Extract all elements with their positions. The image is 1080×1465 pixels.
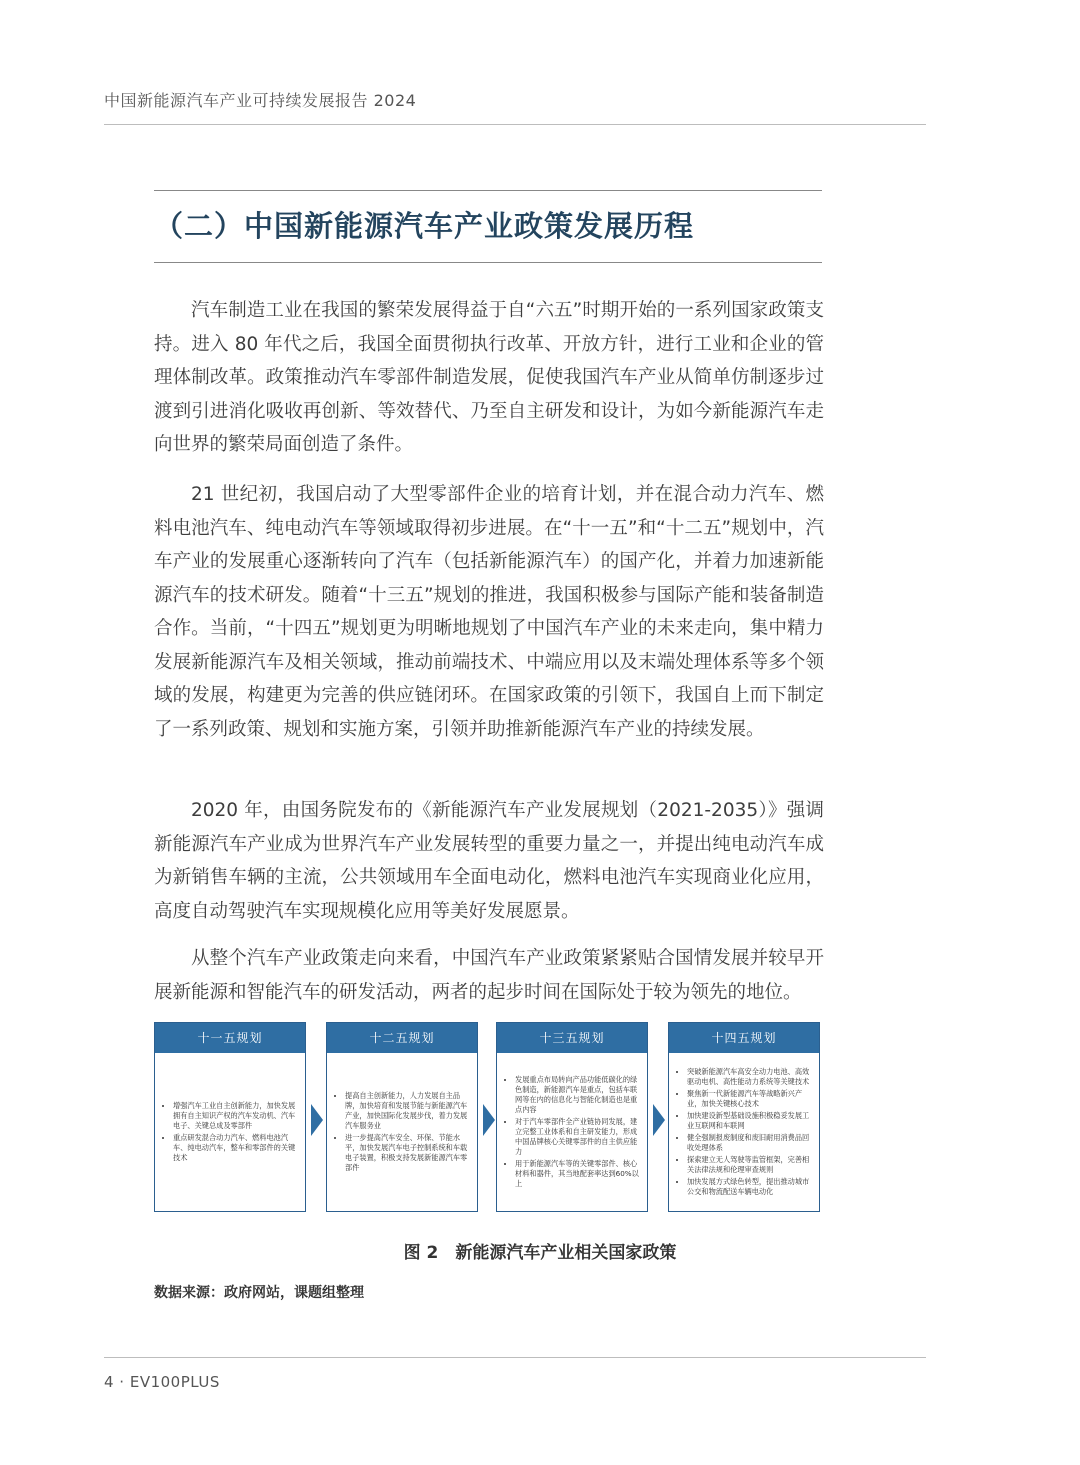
- plan-title: 十三五规划: [497, 1023, 647, 1053]
- plan-box-11th: [154, 1022, 306, 1212]
- arrow-right-icon: [653, 1104, 665, 1136]
- arrow-right-icon: [483, 1104, 495, 1136]
- plan-item: • 对于汽车零部件全产业链协同发展，建立完整工业体系和自主研发能力，形成中国品牌核心关键零部件的自主供应能力: [515, 1117, 639, 1157]
- plan-item: • 进一步提高汽车安全、环保、节能水平，加快发展汽车电子控制系统和车载电子装置，积极支持发展新能源汽车零部件: [345, 1133, 469, 1173]
- plan-box-14th: [668, 1022, 820, 1212]
- arrow-right-icon: [311, 1104, 323, 1136]
- plan-box-13th: [496, 1022, 648, 1212]
- plan-item: • 突破新能源汽车高安全动力电池、高效驱动电机、高性能动力系统等关键技术: [687, 1067, 811, 1087]
- plan-item: • 发展重点布局转向产品功能低碳化的绿色制造，新能源汽车是重点，包括车联网等在内的信息化与智能化制造也是重点内容: [515, 1075, 639, 1115]
- body-paragraph: 汽车制造工业在我国的繁荣发展得益于自“六五”时期开始的一系列国家政策支持。进入 80 年代之后，我国全面贯彻执行改革、开放方针，进行工业和企业的管理体制改革。政策推动汽车零部件制造发展，促使我国汽车产业从简单仿制逐步过渡到引进消化吸收再创新、等效替代、乃至自主研发和设计，为如今新能源汽车走向世界的繁荣局面创造了条件。: [154, 300, 824, 455]
- section-divider-bottom: [154, 262, 822, 263]
- figure-caption: 图 2 新能源汽车产业相关国家政策: [403, 1243, 677, 1263]
- page-footer: 4 · EV100PLUS: [104, 1373, 220, 1391]
- plan-item: • 加快发展方式绿色转型，提出推动城市公交和物流配送车辆电动化: [687, 1177, 811, 1197]
- plan-item: • 健全强制报废制度和废旧耐用消费品回收处理体系: [687, 1133, 811, 1153]
- plan-item: • 增强汽车工业自主创新能力，加快发展拥有自主知识产权的汽车发动机、汽车电子、关键总成及零部件: [173, 1101, 297, 1131]
- plan-item: • 提高自主创新能力，人力发展自主品牌，加快培育和发展节能与新能源汽车产业，加快国际化发展步伐，着力发展汽车服务业: [345, 1091, 469, 1131]
- plan-box-12th: [326, 1022, 478, 1212]
- section-title: （二）中国新能源汽车产业政策发展历程: [154, 209, 695, 243]
- section-divider-top: [154, 190, 822, 191]
- plan-title: 十二五规划: [327, 1023, 477, 1053]
- footer-divider: [104, 1357, 926, 1358]
- body-paragraph: 从整个汽车产业政策走向来看，中国汽车产业政策紧紧贴合国情发展并较早开展新能源和智能汽车的研发活动，两者的起步时间在国际处于较为领先的地位。: [154, 948, 824, 1003]
- plan-item: • 重点研发混合动力汽车、燃料电池汽车、纯电动汽车，整车和零部件的关键技术: [173, 1133, 297, 1163]
- running-header: 中国新能源汽车产业可持续发展报告 2024: [104, 91, 417, 110]
- header-divider: [104, 124, 926, 125]
- plan-title: 十四五规划: [669, 1023, 819, 1053]
- plan-title: 十一五规划: [155, 1023, 305, 1053]
- plan-content: [327, 1053, 477, 1211]
- figure-source: 数据来源：政府网站，课题组整理: [154, 1285, 364, 1301]
- plan-item: • 聚焦新一代新能源汽车等战略新兴产业，加快关键核心技术: [687, 1089, 811, 1109]
- body-paragraph: 2020 年，由国务院发布的《新能源汽车产业发展规划（2021-2035）》强调新能源汽车产业成为世界汽车产业发展转型的重要力量之一，并提出纯电动汽车成为新销售车辆的主流，公共领域用车全面电动化，燃料电池汽车实现商业化应用，高度自动驾驶汽车实现规模化应用等美好发展愿景。: [154, 800, 824, 922]
- plan-content: [497, 1053, 647, 1211]
- plan-item: • 探索建立无人驾驶等监管框架，完善相关法律法规和伦理审查规则: [687, 1155, 811, 1175]
- plan-item: • 加快建设新型基础设施积极稳妥发展工业互联网和车联网: [687, 1111, 811, 1131]
- policy-timeline-figure: [154, 1022, 822, 1214]
- body-paragraph: 21 世纪初，我国启动了大型零部件企业的培育计划，并在混合动力汽车、燃料电池汽车、纯电动汽车等领域取得初步进展。在“十一五”和“十二五”规划中，汽车产业的发展重心逐渐转向了汽车（包括新能源汽车）的国产化，并着力加速新能源汽车的技术研发。随着“十三五”规划的推进，我国积极参与国际产能和装备制造合作。当前，“十四五”规划更为明晰地规划了中国汽车产业的未来走向，集中精力发展新能源汽车及相关领域，推动前端技术、中端应用以及末端处理体系等多个领域的发展，构建更为完善的供应链闭环。在国家政策的引领下，我国自上而下制定了一系列政策、规划和实施方案，引领并助推新能源汽车产业的持续发展。: [154, 484, 824, 740]
- plan-content: [669, 1053, 819, 1211]
- plan-content: [155, 1053, 305, 1211]
- plan-item: • 用于新能源汽车等的关键零部件、核心材料和器件，其当地配套率达到60%以上: [515, 1159, 639, 1189]
